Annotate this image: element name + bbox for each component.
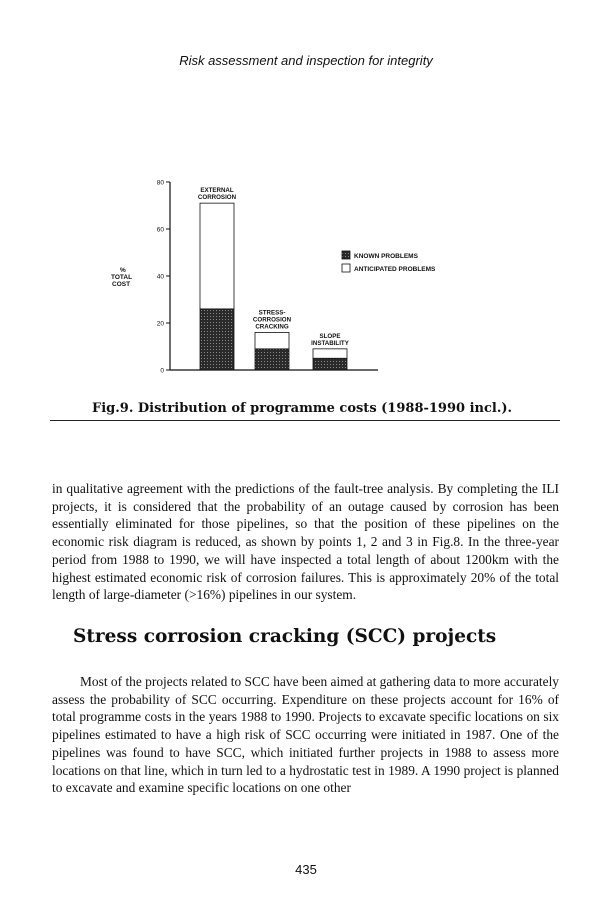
body-paragraph-1: in qualitative agreement with the predictions of the fault-tree analysis. By completing the ILI projects, it is considered that the probability of an outage caused by corrosion has been essentially eliminated for those pipelines, so that the position of these pipelines on the economic risk diagram is reduced, as shown by points 1, 2 and 3 in Fig.8. In the three-year period from 1988 to 1990, we will have inspected a total length of about 1200km with the highest estimated economic risk of corrosion failures. This is approximately 20% of the total length of large-diameter (>16%) pipelines in our system. xyxy=(52,481,559,603)
body-paragraph-2: Most of the projects related to SCC have been aimed at gathering data to more accurately assess the probability of SCC occurring. Expenditure on these projects account for 16% of total programme costs in the years 1988 to 1990. Projects to excavate specific locations on six pipelines estimated to have a high risk of SCC occurring were initiated in 1987. One of the pipelines was found to have SCC, which initiated further projects in 1988 to assess more locations on that line, which in turn led to a hydrostatic test in 1989. A 1990 project is planned to excavate and examine specific locations on one other xyxy=(52,674,559,796)
y-tick-label: 40 xyxy=(156,273,164,281)
running-head: Risk assessment and inspection for integrity xyxy=(179,53,433,68)
bar-anticipated-0 xyxy=(200,203,234,309)
category-label-1: CRACKING xyxy=(255,323,289,331)
category-label-1: CORROSION xyxy=(252,316,292,324)
section-heading: Stress corrosion cracking (SCC) projects xyxy=(73,626,497,647)
bar-known-0 xyxy=(200,309,234,370)
category-label-2: SLOPE xyxy=(319,332,341,340)
legend-swatch-known xyxy=(342,251,350,259)
page-number: 435 xyxy=(295,862,317,877)
y-axis-label-line2: TOTAL xyxy=(111,274,133,281)
y-tick-label: 20 xyxy=(156,320,164,328)
legend-label-anticipated: ANTICIPATED PROBLEMS xyxy=(354,266,436,273)
y-tick-label: 80 xyxy=(156,179,164,187)
category-label-1: STRESS- xyxy=(258,309,286,317)
category-label-2: INSTABILITY xyxy=(311,339,349,347)
y-axis-label-line3: COST xyxy=(112,281,131,288)
bar-known-1 xyxy=(255,349,289,370)
cost-distribution-chart xyxy=(111,172,500,382)
y-tick-label: 60 xyxy=(156,226,164,234)
caption-divider xyxy=(50,420,560,421)
legend-label-known: KNOWN PROBLEMS xyxy=(354,253,418,260)
figure-caption: Fig.9. Distribution of programme costs (1988-1990 incl.). xyxy=(92,401,513,416)
bar-known-2 xyxy=(313,358,347,370)
bar-anticipated-2 xyxy=(313,349,347,358)
y-axis-label-line1: % xyxy=(120,267,126,274)
legend-swatch-anticipated xyxy=(342,264,350,272)
category-label-0: CORROSION xyxy=(197,194,237,202)
bar-anticipated-1 xyxy=(255,332,289,348)
category-label-0: EXTERNAL xyxy=(200,187,234,195)
y-tick-label: 0 xyxy=(160,367,164,375)
